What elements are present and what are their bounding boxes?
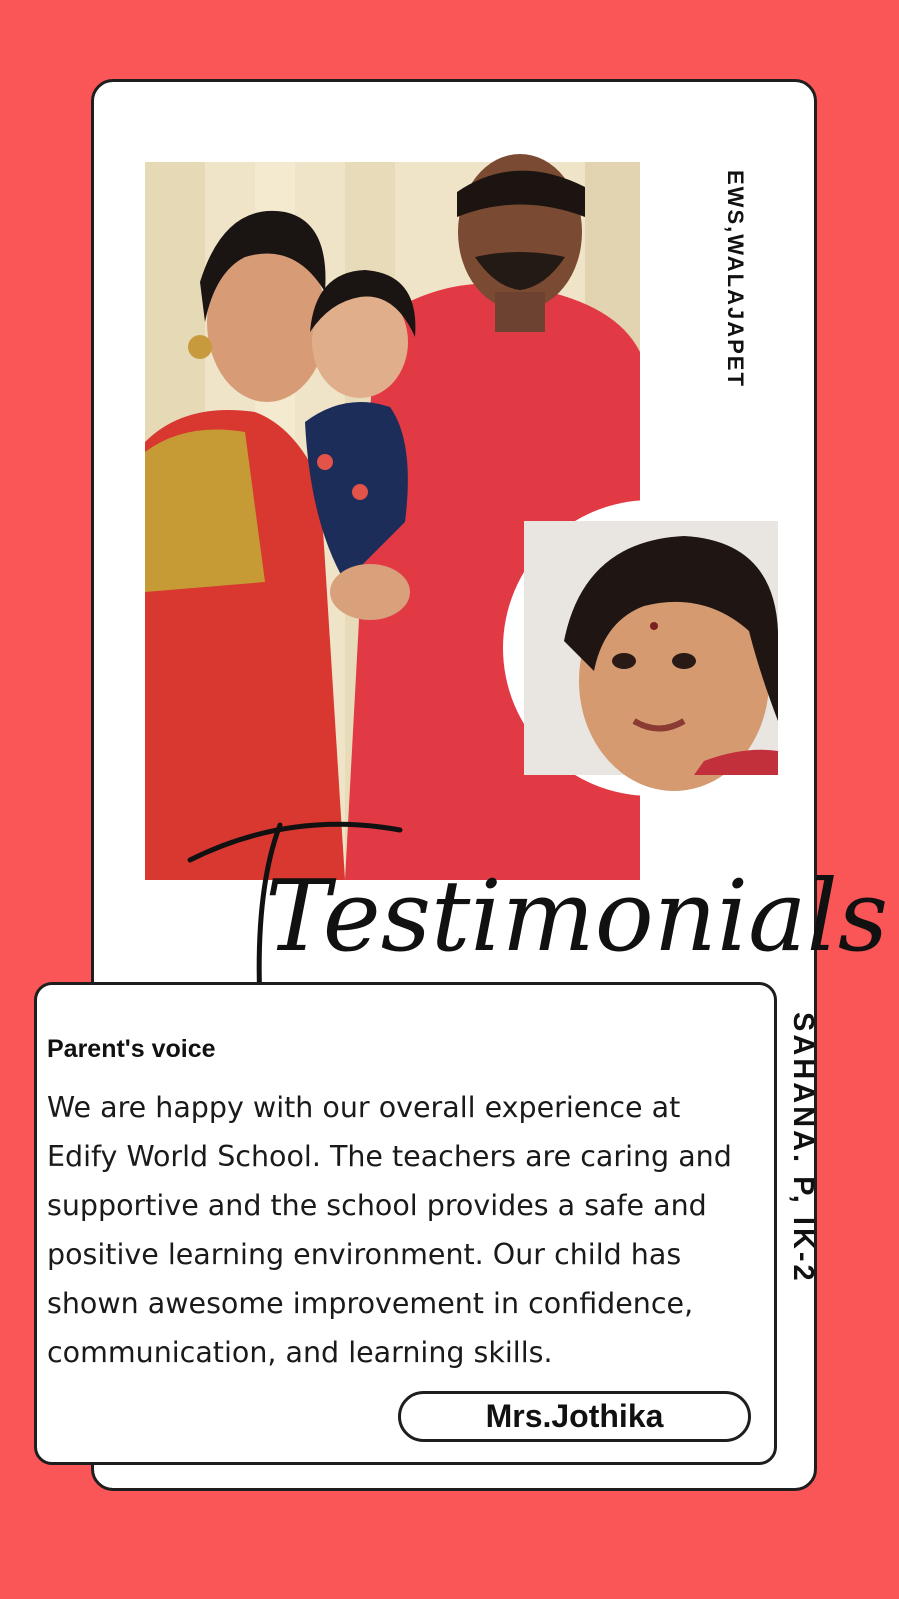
student-photo-frame xyxy=(503,500,799,796)
script-title-text: Testimonials xyxy=(265,860,889,974)
quote-body: We are happy with our overall experience at Edify World School. The teachers are caring and supportive and the school provides a safe and positive learning environment. Our child has shown awesome improvement in confidence, communication, and learning skills. xyxy=(47,1091,732,1369)
student-photo xyxy=(524,521,778,775)
quote-heading: Parent's voice xyxy=(47,1035,216,1063)
location-label: EWS,WALAJAPET xyxy=(723,170,748,388)
parent-name-badge: Mrs.Jothika xyxy=(398,1391,751,1442)
student-label: SAHANA. P, IK-2 xyxy=(787,1012,819,1284)
